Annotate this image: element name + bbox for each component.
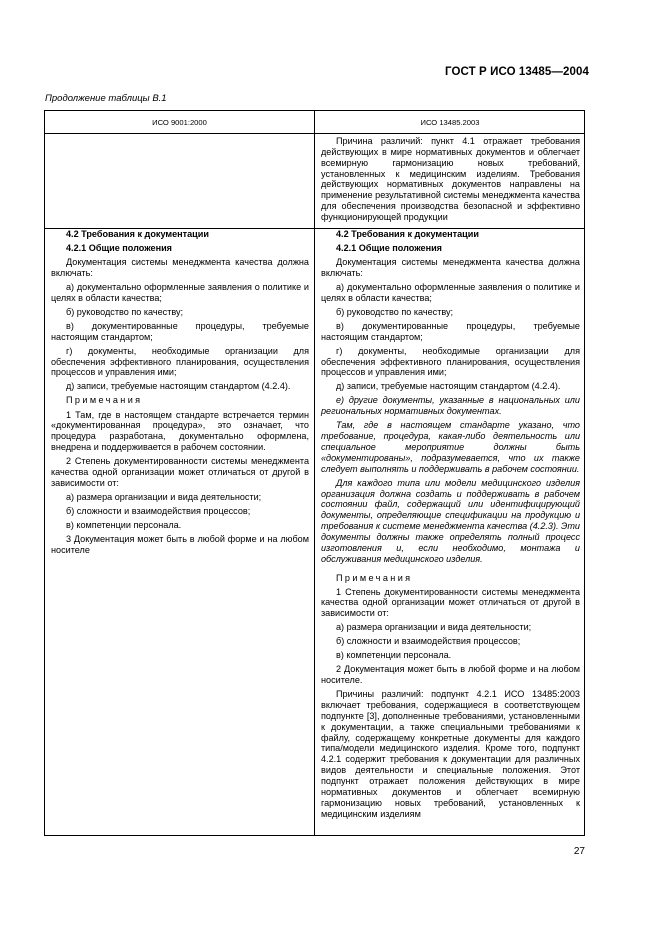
page-number: 27 (573, 846, 585, 857)
comparison-table (44, 110, 585, 836)
right-italic-device-file: Для каждого типа или модели медицинского изделия организация должна создать и поддерживать в рабочем состоянии файл, содержащий или идентифицирующий документы, определяющие спецификации на продукцию и требования к системе менеджмента качества (4.2.3). Эти документы должны также определять полный процесс изготовления и, если необходимо, монтажа и обслуживания медицинского изделия. (321, 477, 580, 564)
left-heading-4-2: 4.2 Требования к документации (66, 229, 209, 239)
row1-right-cell (321, 136, 580, 226)
left-note-1: 1 Там, где в настоящем стандарте встречается термин «документированная процедура», это означает, что процедура разработана, документально оформлена, внедрена и поддерживается в рабочем состоянии. (51, 409, 309, 453)
left-column-content (51, 229, 309, 559)
right-note-1: 1 Степень документированности системы менеджмента качества одной организации может отличаться от другой в зависимости от: (321, 586, 580, 619)
left-item-a: а) документально оформленные заявления о политике и целях в области качества; (51, 281, 309, 303)
left-item-d: д) записи, требуемые настоящим стандартом (4.2.4). (66, 381, 291, 392)
left-note-3: 3 Документация может быть в любой форме и на любом носителе (51, 533, 309, 555)
right-notes-title: Примечания (336, 572, 413, 583)
right-item-v: в) документированные процедуры, требуемые настоящим стандартом; (321, 320, 580, 342)
right-italic-documented: Там, где в настоящем стандарте указано, что требование, процедура, какая-либо деятельность или специальное мероприятие должны быть «документированы», подразумевается, что их также следует выполнять и поддерживать в рабочем состоянии. (321, 420, 580, 474)
left-item-v: в) документированные процедуры, требуемые настоящим стандартом; (51, 320, 309, 342)
col-header-iso13485: ИСО 13485.2003 (420, 118, 480, 127)
col-header-iso9001: ИСО 9001:2000 (152, 118, 207, 127)
right-item-b: б) руководство по качеству; (336, 306, 454, 317)
left-note2-item-v: в) компетенции персонала. (66, 519, 182, 530)
table-caption: Продолжение таблицы В.1 (45, 93, 167, 104)
right-item-g: г) документы, необходимые организации для обеспечения эффективного планирования, осуществления процессов и управления ими; (321, 345, 580, 378)
left-note2-item-b: б) сложности и взаимодействия процессов; (66, 505, 251, 516)
column-divider (314, 111, 315, 835)
right-note-2: 2 Документация может быть в любой форме и на любом носителе. (321, 664, 580, 686)
right-note1-item-b: б) сложности и взаимодействия процессов; (336, 636, 521, 647)
left-intro: Документация системы менеджмента качества должна включать: (51, 257, 309, 278)
left-notes-title: Примечания (66, 395, 143, 406)
right-heading-4-2: 4.2 Требования к документации (336, 229, 479, 239)
right-reasons-4-2-1: Причины различий: подпункт 4.2.1 ИСО 13485:2003 включает требования, содержащиеся в соответствующем подпункте [3], дополненные требованиями, установленными к документации, а также специальными требованиями к файлу, содержащему конкретные документы для каждого типа/модели медицинского изделия. Кроме того, подпункт 4.2.1 содержит требования к документации для различных видов деятельности и специальные положения. Этот подпункт отражает положения действующих в мире нормативных документов и облегчает всемирную гармонизацию новых требований, установленных к медицинским изделиям (321, 689, 580, 819)
right-item-a: а) документально оформленные заявления о политике и целях в области качества; (321, 281, 580, 303)
right-note1-item-a: а) размера организации и вида деятельности; (336, 622, 532, 633)
left-item-b: б) руководство по качеству; (66, 306, 184, 317)
right-intro: Документация системы менеджмента качества должна включать: (321, 257, 580, 278)
left-item-g: г) документы, необходимые организации для обеспечения эффективного планирования, осуществления процессов и управления ими; (51, 345, 309, 378)
right-item-e: е) другие документы, указанные в национальных или региональных нормативных документах. (321, 395, 580, 417)
left-heading-4-2-1: 4.2.1 Общие положения (66, 243, 172, 254)
document-header: ГОСТ Р ИСО 13485—2004 (444, 66, 589, 78)
reason-text-4-1: Причина различий: пункт 4.1 отражает требования действующих в мире нормативных документов и облегчает всемирную гармонизацию новых требований, установленных к медицинским изделиям. Требования действующих нормативных документов направлены на применение результативной системы менеджмента качества для обеспечения производства безопасной и эффективно функционирующей продукции (321, 136, 580, 222)
right-heading-4-2-1: 4.2.1 Общие положения (336, 243, 442, 254)
left-note-2: 2 Степень документированности системы менеджмента качества одной организации может отличаться от другой в зависимости от: (51, 456, 309, 488)
right-note1-item-v: в) компетенции персонала. (336, 650, 452, 661)
right-column-content (321, 229, 580, 823)
right-item-d: д) записи, требуемые настоящим стандартом (4.2.4). (336, 381, 561, 392)
left-note2-item-a: а) размера организации и вида деятельности; (66, 491, 262, 502)
